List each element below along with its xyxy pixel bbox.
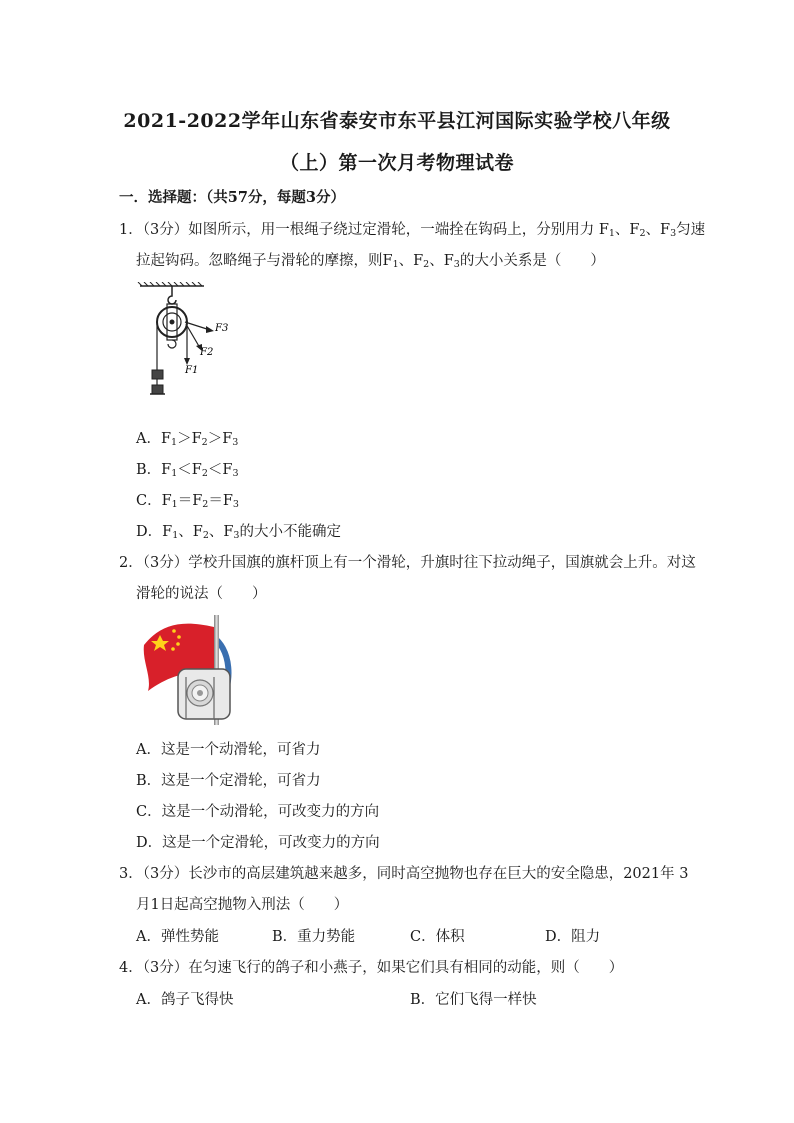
f2-label: F2 bbox=[200, 347, 214, 358]
pulley-figure bbox=[136, 282, 246, 412]
q3-option-b[interactable]: B．重力势能 bbox=[272, 929, 356, 945]
q3-option-d[interactable]: D．阻力 bbox=[545, 929, 601, 945]
q2-stem-line1: 2．（3分）学校升国旗的旗杆顶上有一个滑轮，升旗时往下拉动绳子，国旗就会上升。对这 bbox=[119, 555, 696, 571]
flag-pulley-figure bbox=[140, 615, 234, 727]
q1-option-b[interactable]: B．$F_1<F_2<F_3$ bbox=[136, 462, 239, 479]
q2-option-a[interactable]: A．这是一个动滑轮，可省力 bbox=[136, 742, 321, 758]
q2-option-c[interactable]: C．这是一个动滑轮，可改变力的方向 bbox=[136, 804, 380, 820]
q4-option-b[interactable]: B．它们飞得一样快 bbox=[410, 992, 537, 1008]
section-heading: 一．选择题：（共57分，每题3分） bbox=[119, 189, 346, 206]
q2-option-b[interactable]: B．这是一个定滑轮，可省力 bbox=[136, 773, 321, 789]
q1-stem-line1 bbox=[119, 218, 705, 239]
q4-stem-line1: 4．（3分）在匀速飞行的鸽子和小燕子，如果它们具有相同的动能，则（ ） bbox=[119, 960, 624, 976]
q1-option-a[interactable]: A．$F_1>F_2>F_3$ bbox=[136, 431, 239, 448]
q1-option-c[interactable]: C．$F_1=F_2=F_3$ bbox=[136, 493, 239, 510]
q1-stem-line2: 拉起钩码。忽略绳子与滑轮的摩擦，则$F_1$、$F_2$、$F_3$的大小关系是（ ） bbox=[136, 253, 605, 270]
q2-option-d[interactable]: D．这是一个定滑轮，可改变力的方向 bbox=[136, 835, 380, 851]
q4-option-a[interactable]: A．鸽子飞得快 bbox=[136, 992, 234, 1008]
page-title-line1: 2021-2022学年山东省泰安市东平县江河国际实验学校八年级 bbox=[123, 110, 671, 132]
q3-stem-line2: 月1日起高空抛物入刑法（ ） bbox=[136, 897, 349, 913]
f1-label: F1 bbox=[185, 365, 199, 376]
q3-stem-line1: 3．（3分）长沙市的高层建筑越来越多，同时高空抛物也存在巨大的安全隐患，2021年 3 bbox=[119, 866, 689, 882]
q2-stem-line2: 滑轮的说法（ ） bbox=[136, 586, 267, 602]
q1-option-d[interactable]: D．$F_1$、$F_2$、$F_3$的大小不能确定 bbox=[136, 524, 341, 541]
q3-option-a[interactable]: A．弹性势能 bbox=[136, 929, 219, 945]
q3-option-c[interactable]: C．体积 bbox=[410, 929, 465, 945]
page-title-line2: （上）第一次月考物理试卷 bbox=[279, 152, 514, 174]
q1-stem-text1: 1．（3分）如图所示，用一根绳子绕过定滑轮，一端拴在钩码上，分别用力 $F_1$、$F_2$、$F_3$匀速 bbox=[119, 222, 706, 239]
f3-label: F3 bbox=[215, 323, 229, 334]
